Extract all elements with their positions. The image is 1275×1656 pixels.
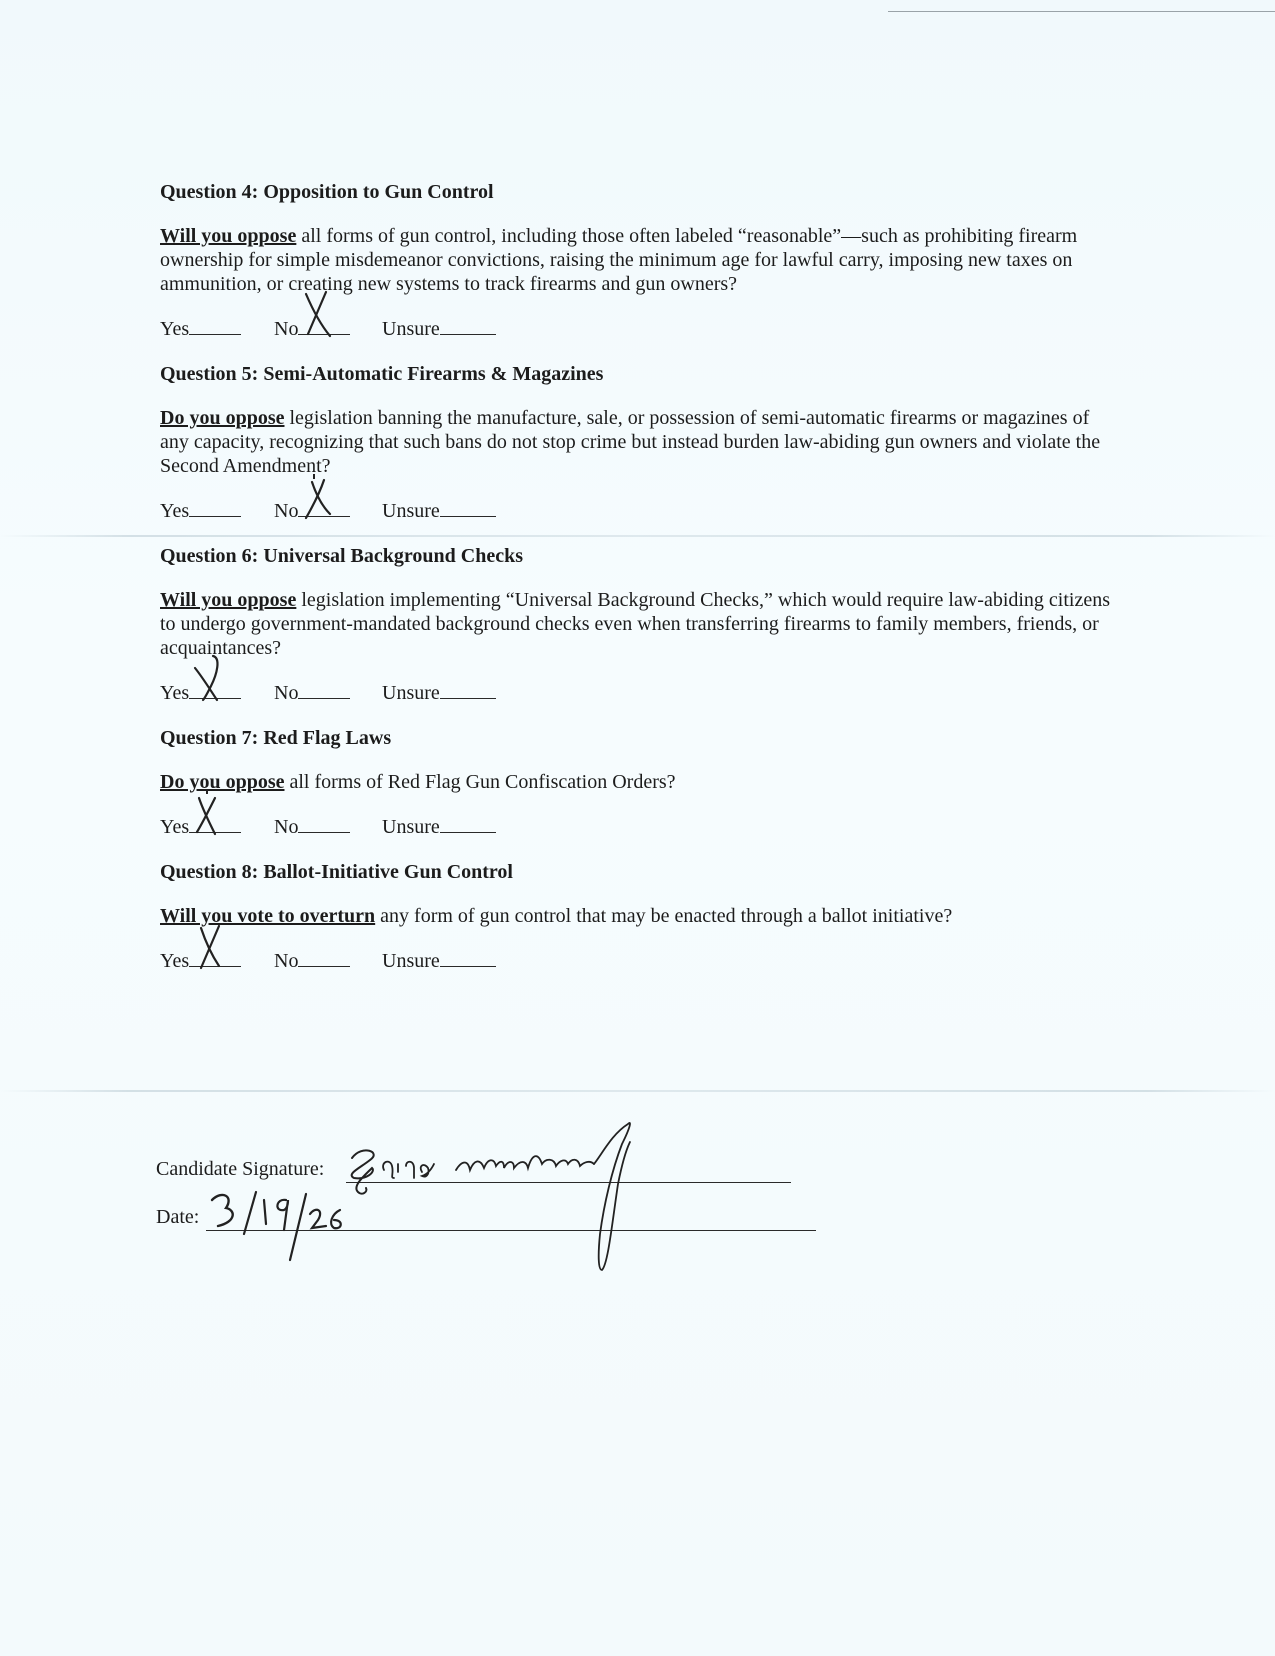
option-no[interactable] — [274, 812, 350, 842]
question-title: Question 4: Opposition to Gun Control — [160, 181, 494, 203]
option-unsure[interactable] — [382, 496, 496, 526]
question-8 — [160, 860, 1120, 976]
x-mark-icon — [300, 472, 340, 520]
option-label: Unsure — [382, 950, 440, 972]
option-label: Unsure — [382, 318, 440, 340]
top-edge-rule — [888, 11, 1275, 12]
option-label: Yes — [160, 816, 190, 838]
question-text — [160, 406, 1120, 478]
signature-label: Candidate Signature: — [156, 1158, 325, 1180]
question-lead: Do you oppose — [160, 407, 285, 429]
answer-blank[interactable] — [189, 697, 241, 699]
question-7 — [160, 726, 1120, 842]
answer-blank[interactable] — [298, 697, 350, 699]
option-unsure[interactable] — [382, 314, 496, 344]
question-body: legislation banning the manufacture, sale, or possession of semi-automatic firearms or magazines of any capacity, recognizing that such bans do not stop crime but instead burden law-abiding gun owners and violate the Second Amendment? — [160, 407, 1101, 477]
question-lead: Will you oppose — [160, 225, 297, 247]
x-mark-icon — [300, 290, 340, 338]
answer-blank[interactable] — [440, 333, 496, 335]
signature-block — [156, 1150, 856, 1270]
question-lead: Do you oppose — [160, 771, 285, 793]
questionnaire — [160, 180, 1120, 976]
answer-blank[interactable] — [189, 965, 241, 967]
answer-options — [160, 496, 1120, 526]
option-yes[interactable] — [160, 812, 241, 842]
question-lead: Will you oppose — [160, 589, 297, 611]
question-title: Question 7: Red Flag Laws — [160, 727, 392, 749]
option-label: No — [274, 500, 299, 522]
option-label: No — [274, 950, 299, 972]
option-label: Yes — [160, 500, 190, 522]
question-4 — [160, 180, 1120, 344]
option-label: Yes — [160, 318, 190, 340]
question-text — [160, 224, 1120, 296]
answer-blank[interactable] — [440, 965, 496, 967]
answer-blank[interactable] — [189, 333, 241, 335]
answer-options — [160, 946, 1120, 976]
x-mark-icon — [191, 654, 231, 702]
option-label: No — [274, 682, 299, 704]
answer-blank[interactable] — [298, 831, 350, 833]
question-title: Question 5: Semi-Automatic Firearms & Magazines — [160, 363, 604, 385]
x-mark-icon — [191, 922, 231, 970]
option-no[interactable] — [274, 314, 350, 344]
option-yes[interactable] — [160, 946, 241, 976]
question-5 — [160, 362, 1120, 526]
question-body: legislation implementing “Universal Background Checks,” which would require law-abiding citizens to undergo government-mandated background checks even when transferring firearms to family members, friends, or acquaintances? — [160, 589, 1111, 659]
answer-blank[interactable] — [440, 515, 496, 517]
option-no[interactable] — [274, 946, 350, 976]
option-yes[interactable] — [160, 314, 241, 344]
answer-blank[interactable] — [298, 515, 350, 517]
answer-options — [160, 812, 1120, 842]
option-yes[interactable] — [160, 496, 241, 526]
option-label: No — [274, 816, 299, 838]
option-label: Yes — [160, 682, 190, 704]
question-title: Question 6: Universal Background Checks — [160, 545, 524, 567]
x-mark-icon — [191, 788, 231, 836]
answer-blank[interactable] — [298, 333, 350, 335]
answer-blank[interactable] — [189, 515, 241, 517]
option-no[interactable] — [274, 678, 350, 708]
option-label: Unsure — [382, 500, 440, 522]
question-text — [160, 904, 1120, 928]
question-6 — [160, 544, 1120, 708]
answer-blank[interactable] — [298, 965, 350, 967]
question-body: all forms of gun control, including those often labeled “reasonable”—such as prohibiting firearm ownership for simple misdemeanor convictions, raising the minimum age for lawful carry, imposing new taxes on ammunition, or creating new systems to track firearms and gun owners? — [160, 225, 1078, 295]
option-unsure[interactable] — [382, 678, 496, 708]
question-text — [160, 770, 1120, 794]
question-body: all forms of Red Flag Gun Confiscation Orders? — [284, 771, 676, 793]
handwritten-date — [208, 1190, 348, 1270]
question-body: any form of gun control that may be enacted through a ballot initiative? — [375, 905, 953, 927]
option-label: No — [274, 318, 299, 340]
option-yes[interactable] — [160, 678, 241, 708]
answer-blank[interactable] — [440, 697, 496, 699]
option-unsure[interactable] — [382, 812, 496, 842]
handwritten-signature — [332, 1074, 672, 1274]
option-label: Yes — [160, 950, 190, 972]
date-label: Date: — [156, 1206, 200, 1228]
question-title: Question 8: Ballot-Initiative Gun Control — [160, 861, 513, 883]
answer-options — [160, 678, 1120, 708]
option-unsure[interactable] — [382, 946, 496, 976]
question-lead: Will you vote to overturn — [160, 905, 376, 927]
answer-blank[interactable] — [189, 831, 241, 833]
option-label: Unsure — [382, 682, 440, 704]
option-no[interactable] — [274, 496, 350, 526]
question-text — [160, 588, 1120, 660]
answer-blank[interactable] — [440, 831, 496, 833]
answer-options — [160, 314, 1120, 344]
option-label: Unsure — [382, 816, 440, 838]
